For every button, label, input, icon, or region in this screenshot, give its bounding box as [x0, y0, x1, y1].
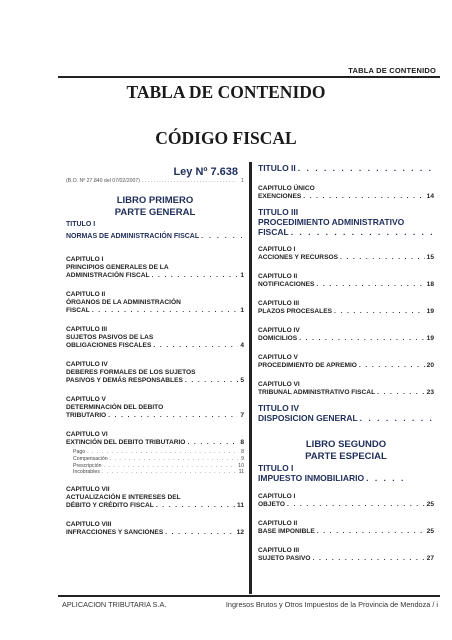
chapter-title-line: ÓRGANOS DE LA ADMINISTRACIÓN — [66, 299, 181, 306]
page-number: 23 — [426, 389, 434, 396]
chapter-label: CAPITULO II — [66, 291, 106, 298]
entry-title: NORMAS DE ADMINISTRACIÓN FISCAL — [66, 233, 200, 240]
toc-entry-objeto[interactable] — [258, 493, 434, 509]
toc-entry-tribunal[interactable] — [258, 381, 434, 397]
page-number: 25 — [426, 528, 434, 535]
page-number: 11 — [237, 502, 244, 510]
toc-entry-cap2[interactable] — [66, 291, 244, 315]
page-number: 18 — [426, 281, 434, 288]
parte-general-heading: PARTE GENERAL — [114, 207, 196, 218]
toc-entry-exenciones[interactable] — [258, 185, 434, 201]
chapter-title-line: NOTIFICACIONES — [258, 281, 315, 288]
chapter-title-line: DEBERES FORMALES DE LOS SUJETOS — [66, 369, 196, 376]
section-label: TITULO IV — [258, 403, 300, 413]
leader-dots — [187, 439, 238, 447]
leader-dots — [298, 163, 432, 173]
page-number: 19 — [426, 308, 434, 315]
page-title: TABLA DE CONTENIDO — [126, 82, 326, 102]
leader-dots — [313, 555, 425, 563]
chapter-label: CAPITULO VII — [66, 486, 110, 494]
leader-dots — [102, 469, 237, 476]
right-column — [258, 163, 434, 574]
section-label: TITULO III — [258, 207, 299, 217]
chapter-label: CAPITULO VIII — [66, 521, 112, 529]
leader-dots — [92, 307, 239, 315]
footer-publisher: APLICACION TRIBUTARIA S.A. — [62, 600, 167, 609]
toc-subentry-prescripcion[interactable] — [66, 463, 244, 470]
titulo-i-label: TITULO I — [66, 221, 96, 228]
page-number: 27 — [426, 555, 434, 562]
page-number: 7 — [240, 412, 244, 419]
chapter-label: CAPITULO VI — [258, 381, 300, 388]
chapter-title-line: OBJETO — [258, 501, 285, 508]
chapter-title-line: OBLIGACIONES FISCALES — [66, 342, 152, 349]
toc-entry-acciones[interactable] — [258, 246, 434, 262]
chapter-title-line: ACTUALIZACIÓN E INTERESES DEL — [66, 494, 181, 502]
subentry-title: Prescripción — [73, 462, 102, 469]
page-number: 4 — [240, 342, 244, 349]
chapter-title-line: FISCAL — [66, 307, 90, 314]
toc-subentry-incobrables[interactable] — [66, 469, 244, 476]
page-number: 12 — [236, 529, 244, 537]
toc-entry-cap8[interactable] — [66, 521, 244, 537]
chapter-title-line: DÉBITO Y CRÉDITO FISCAL — [66, 502, 154, 510]
chapter-title-line: DOMICILIOS — [258, 335, 298, 342]
toc-entry-apremio[interactable] — [258, 354, 434, 370]
section-title-line: IMPUESTO INMOBILIARIO — [258, 473, 365, 483]
section-title-line: PROCEDIMIENTO ADMINISTRATIVO — [258, 217, 405, 227]
footer-rule — [58, 595, 440, 597]
leader-dots — [104, 463, 237, 470]
chapter-label: CAPITULO V — [66, 396, 106, 403]
chapter-label: CAPITULO I — [66, 256, 104, 263]
leader-dots — [153, 342, 238, 350]
chapter-label: CAPITULO VI — [66, 431, 108, 438]
page-number: 11 — [238, 469, 244, 476]
chapter-title-line: ACCIONES Y RECURSOS — [258, 254, 338, 261]
chapter-title-line: INFRACCIONES Y SANCIONES — [66, 529, 164, 537]
chapter-title-line: TRIBUNAL ADMINISTRATIVO FISCAL — [258, 389, 376, 396]
leader-dots — [317, 528, 425, 536]
chapter-title-line: TRIBUTARIO — [66, 412, 107, 419]
chapter-title-line: SUJETOS PASIVOS DE LAS — [66, 334, 154, 341]
chapter-title-line: EXENCIONES — [258, 193, 302, 200]
leader-dots — [201, 232, 242, 242]
toc-entry-cap4[interactable] — [66, 361, 244, 385]
chapter-title-line: PASIVOS Y DEMÁS RESPONSABLES — [66, 377, 183, 384]
toc-subentry-pago[interactable] — [66, 449, 244, 456]
chapter-title-line: PRINCIPIOS GENERALES DE LA — [66, 264, 169, 271]
page-number: 9 — [241, 455, 244, 462]
leader-dots — [110, 456, 240, 463]
leader-dots — [366, 473, 408, 483]
toc-entry-normas[interactable] — [66, 232, 244, 242]
leader-dots — [185, 377, 238, 385]
toc-entry-cap3[interactable] — [66, 326, 244, 350]
libro-segundo-heading: LIBRO SEGUNDO — [305, 439, 387, 450]
chapter-label: CAPITULO IV — [66, 361, 108, 368]
official-bulletin-entry[interactable] — [66, 178, 244, 184]
leader-dots — [303, 193, 424, 201]
chapter-label: CAPITULO II — [258, 273, 298, 280]
chapter-label: CAPITULO II — [258, 520, 298, 527]
toc-entry-titulo-iv[interactable] — [258, 403, 434, 423]
chapter-title-line: SUJETO PASIVO — [258, 555, 311, 562]
chapter-label: CAPITULO ÚNICO — [258, 185, 315, 192]
page-number: 1 — [240, 272, 244, 279]
chapter-label: CAPITULO I — [258, 246, 296, 253]
header-section-label: TABLA DE CONTENIDO — [348, 66, 436, 75]
chapter-label: CAPITULO IV — [258, 327, 300, 334]
chapter-title-line: ADMINISTRACIÓN FISCAL — [66, 272, 150, 279]
leader-dots — [340, 254, 425, 262]
libro-primero-heading: LIBRO PRIMERO — [116, 195, 194, 206]
chapter-label: CAPITULO I — [258, 493, 296, 500]
toc-subentry-compensacion[interactable] — [66, 456, 244, 463]
leader-dots — [287, 501, 425, 509]
page-number: 8 — [241, 449, 244, 455]
chapter-label: CAPITULO III — [258, 547, 300, 554]
chapter-title-line: DETERMINACIÓN DEL DEBITO — [66, 404, 164, 411]
code-title: CÓDIGO FISCAL — [155, 128, 297, 148]
leader-dots — [152, 272, 239, 280]
toc-entry-cap6[interactable] — [66, 431, 244, 476]
page-number: 8 — [240, 439, 244, 446]
leader-dots — [377, 389, 425, 397]
leader-dots — [316, 281, 424, 289]
leader-dots — [334, 308, 425, 316]
chapter-title-line: PROCEDIMIENTO DE APREMIO — [258, 362, 357, 369]
toc-entry-notificaciones[interactable] — [258, 273, 434, 289]
bulletin-text: (B.O. Nº 27.840 del 07/02/2007) — [66, 178, 140, 184]
page-number: 25 — [426, 501, 434, 508]
toc-entry-cap1[interactable] — [66, 256, 244, 280]
leader-dots — [142, 178, 239, 184]
left-column — [66, 166, 244, 548]
toc-entry-titulo-ii[interactable] — [258, 163, 434, 173]
section-label: TITULO I — [258, 463, 294, 473]
section-title-line: FISCAL — [258, 227, 289, 237]
leader-dots — [156, 502, 235, 510]
footer-document-title: Ingresos Brutos y Otros Impuestos de la Provincia de Mendoza / i — [225, 600, 438, 609]
leader-dots — [299, 335, 424, 343]
leader-dots — [291, 227, 432, 237]
page-number: 10 — [238, 462, 244, 469]
toc-entry-cap5[interactable] — [66, 396, 244, 420]
page-number: 15 — [426, 254, 434, 261]
leader-dots — [359, 362, 425, 370]
chapter-label: CAPITULO V — [258, 354, 298, 361]
page-number: 1 — [240, 307, 244, 314]
leader-dots — [360, 413, 432, 423]
parte-especial-heading: PARTE ESPECIAL — [305, 451, 387, 462]
chapter-label: CAPITULO III — [66, 326, 108, 333]
page-number: 19 — [426, 335, 434, 342]
toc-entry-cap7[interactable] — [66, 486, 244, 510]
leader-dots — [108, 412, 238, 420]
toc-entry-titulo-iii[interactable] — [258, 207, 434, 237]
law-number: Ley Nº 7.638 — [173, 166, 238, 178]
subentry-title: Pago — [73, 449, 86, 455]
page-number: 20 — [426, 362, 434, 369]
leader-dots — [87, 449, 239, 456]
subentry-title: Incobrables — [73, 469, 100, 476]
chapter-title-line: PLAZOS PROCESALES — [258, 308, 333, 315]
toc-entry-sujeto-pasivo[interactable] — [258, 547, 434, 563]
toc-entry-domicilios[interactable] — [258, 327, 434, 343]
entry-title: TITULO II — [258, 163, 296, 173]
chapter-title-line: EXTINCIÓN DEL DEBITO TRIBUTARIO — [66, 439, 186, 446]
chapter-label: CAPITULO III — [258, 300, 300, 307]
toc-entry-base-imponible[interactable] — [258, 520, 434, 536]
page-number: 5 — [240, 377, 244, 384]
section-title-line: DISPOSICION GENERAL — [258, 413, 358, 423]
header-rule — [58, 76, 440, 78]
leader-dots — [165, 529, 234, 537]
column-divider — [249, 162, 252, 594]
toc-entry-plazos[interactable] — [258, 300, 434, 316]
chapter-title-line: BASE IMPONIBLE — [258, 528, 315, 535]
subentry-title: Compensación — [73, 455, 108, 462]
page-number: 1 — [241, 178, 244, 184]
toc-entry-titulo-i-inmobiliario[interactable] — [258, 463, 434, 483]
page-number: 14 — [426, 193, 434, 200]
